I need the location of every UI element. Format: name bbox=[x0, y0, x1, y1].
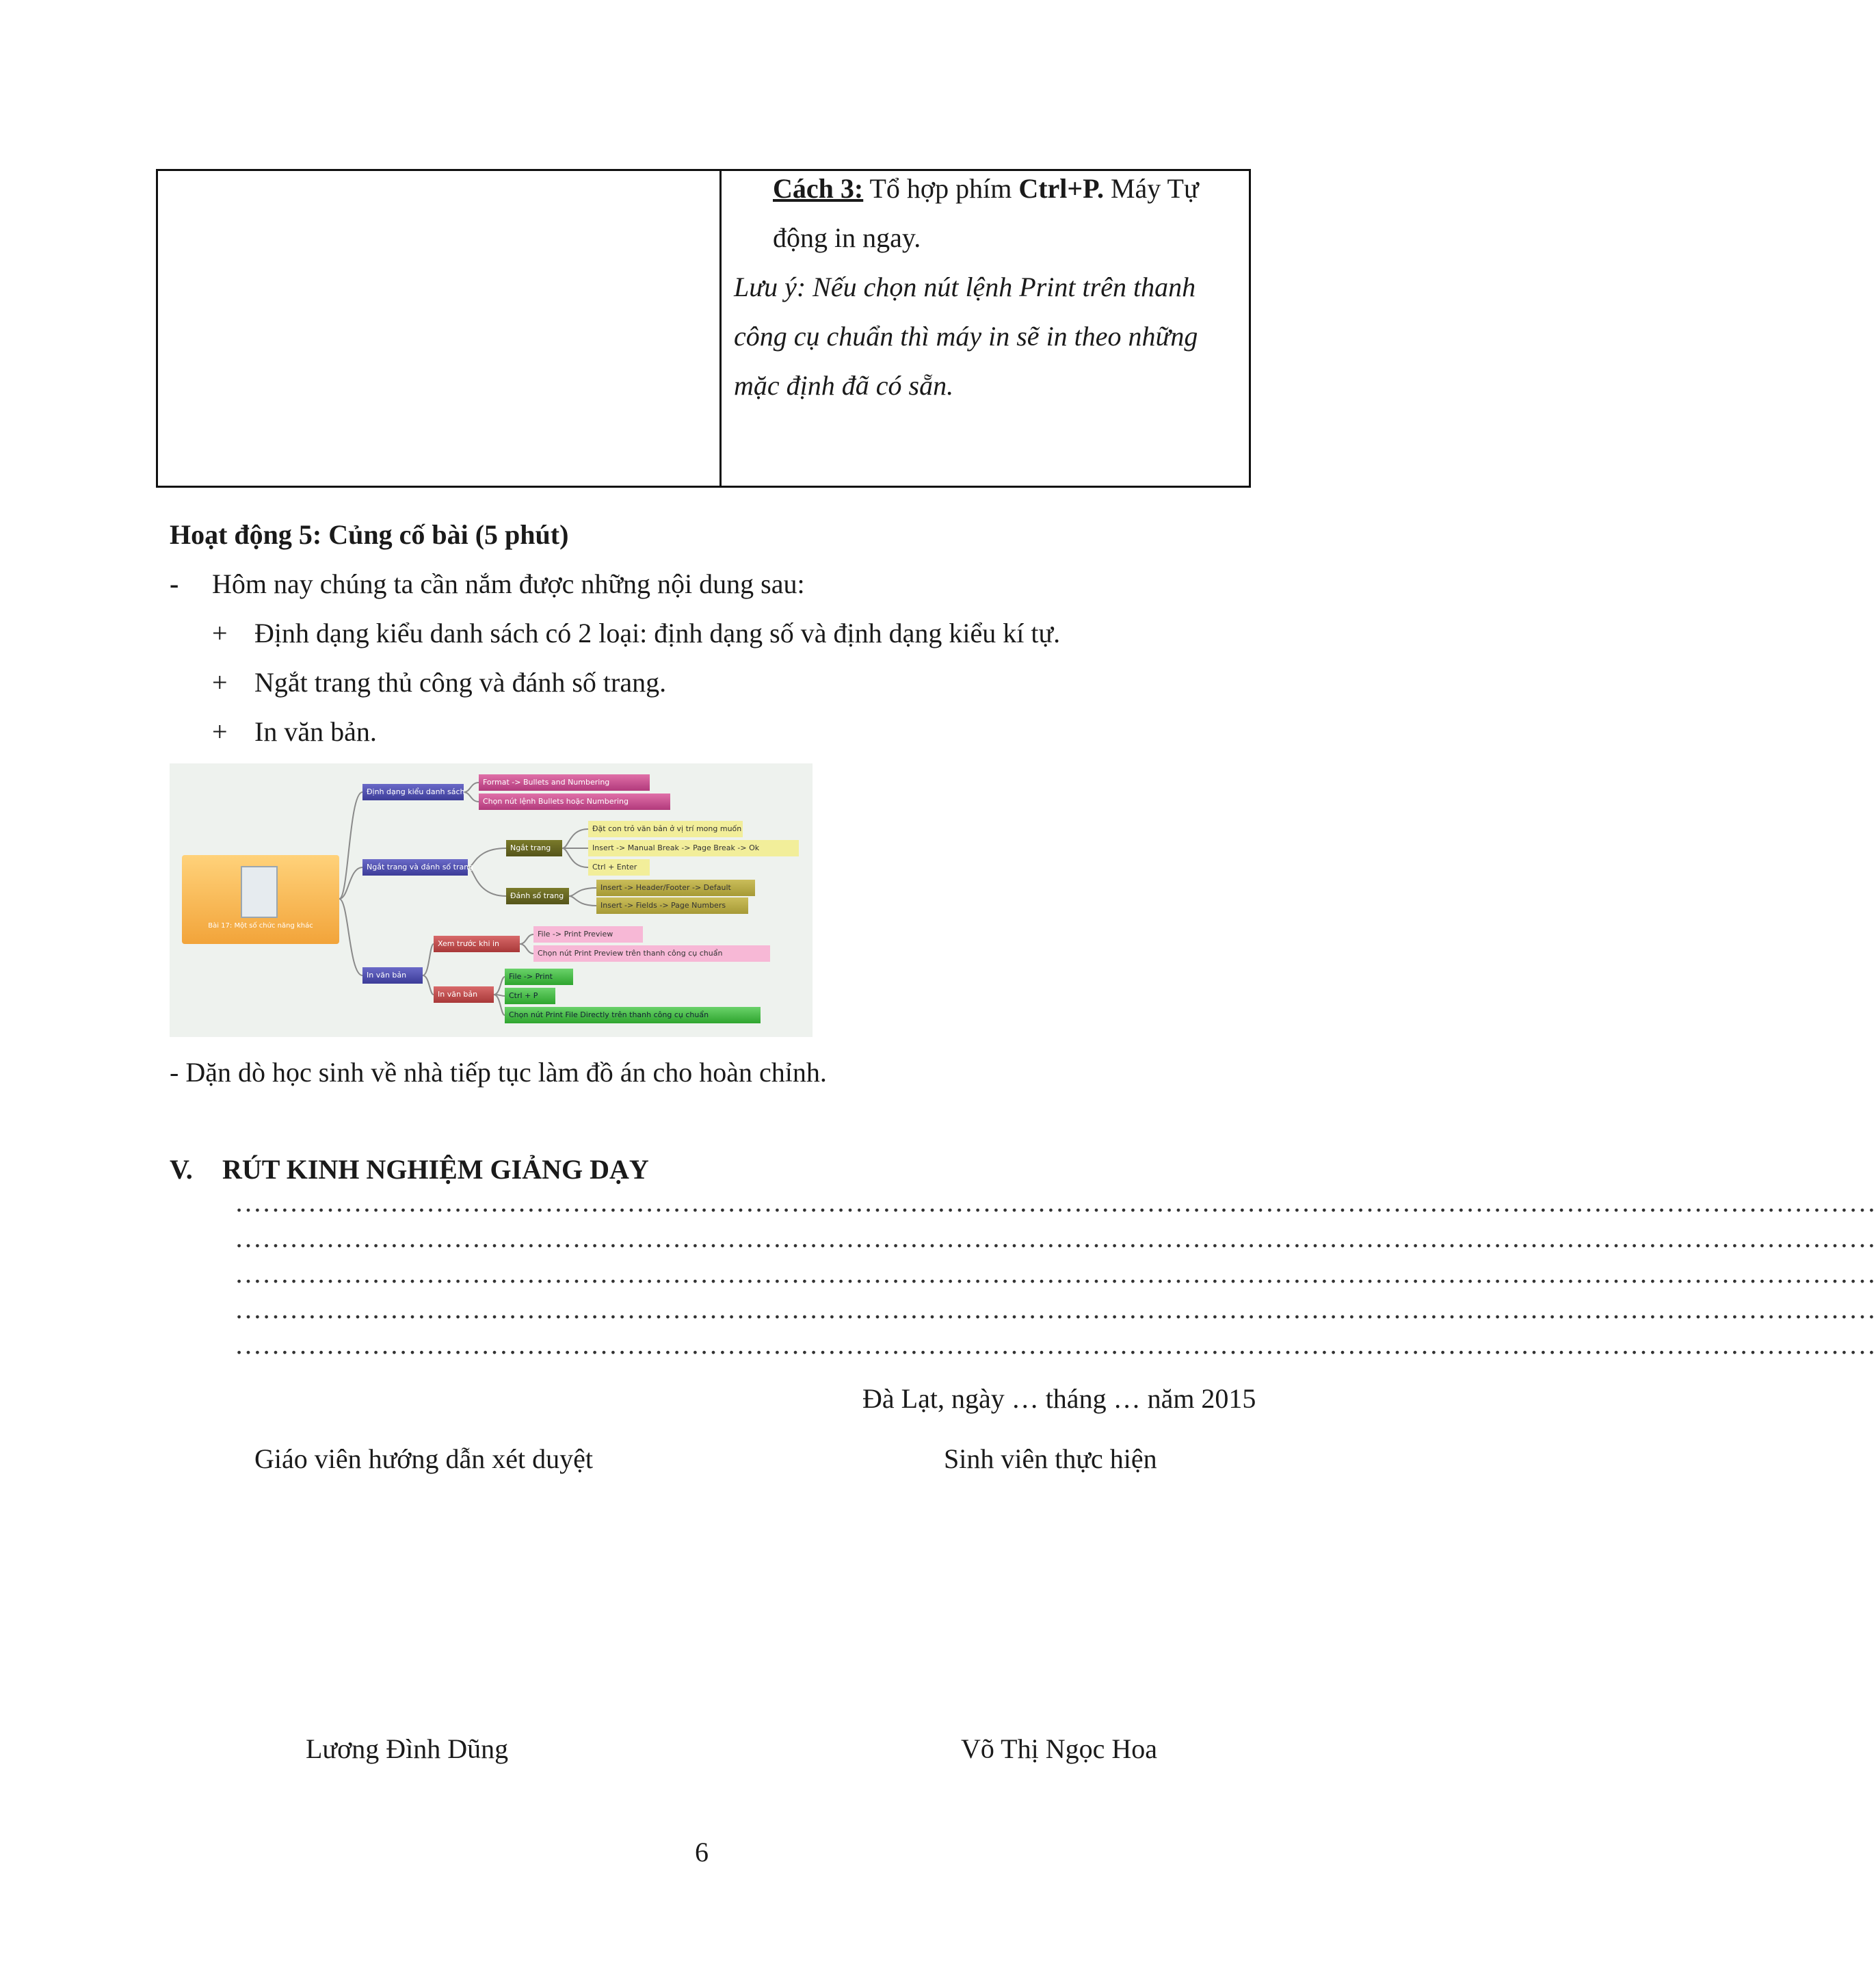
leaf-node: Insert -> Fields -> Page Numbers bbox=[596, 897, 748, 914]
student-role: Sinh viên thực hiện bbox=[944, 1443, 1157, 1474]
leaf-node: Insert -> Header/Footer -> Default bbox=[596, 880, 755, 896]
cach3-line2: động in ngay. bbox=[773, 222, 921, 253]
bullet-text: Định dạng kiểu danh sách có 2 loại: định dạng số và định dạng kiểu kí tự. bbox=[254, 618, 1061, 648]
section-title: RÚT KINH NGHIỆM GIẢNG DẠY bbox=[222, 1154, 649, 1185]
bullet-text: In văn bản. bbox=[254, 716, 377, 747]
bullet-marker: + bbox=[212, 716, 228, 747]
bullet-text: Ngắt trang thủ công và đánh số trang. bbox=[254, 667, 667, 698]
bullet-marker: + bbox=[212, 618, 228, 648]
sub-node-preview: Xem trước khi in bbox=[434, 936, 520, 952]
leaf-node: Insert -> Manual Break -> Page Break -> Ok bbox=[588, 840, 799, 856]
dotted-line: ……………………………………………………………………………………………………………………………………………………………… bbox=[235, 1294, 1876, 1324]
sub-node-print: In văn bản bbox=[434, 986, 494, 1003]
leaf-node: Đặt con trỏ văn bản ở vị trí mong muốn bbox=[588, 821, 743, 837]
cach3-key: Ctrl+P. bbox=[1018, 173, 1104, 204]
activity5-intro: Hôm nay chúng ta cần nắm được những nội dung sau: bbox=[212, 568, 805, 599]
central-node-label: Bài 17: Một số chức năng khác bbox=[208, 922, 313, 930]
reminder-text: - Dặn dò học sinh về nhà tiếp tục làm đồ án cho hoàn chỉnh. bbox=[170, 1057, 827, 1088]
cach3-label: Cách 3: bbox=[773, 173, 864, 204]
sub-node-page-numbering: Đánh số trang bbox=[506, 888, 569, 904]
central-node bbox=[182, 855, 339, 944]
leaf-node: Chọn nút Print Preview trên thanh công cụ chuẩn bbox=[533, 945, 770, 962]
dotted-line: ……………………………………………………………………………………………………………………………………………………………… bbox=[235, 1187, 1876, 1218]
note-line2: công cụ chuẩn thì máy in sẽ in theo những bbox=[734, 321, 1198, 352]
bullet-marker: + bbox=[212, 667, 228, 698]
advisor-role: Giáo viên hướng dẫn xét duyệt bbox=[254, 1443, 593, 1474]
advisor-name: Lương Đình Dũng bbox=[306, 1733, 509, 1764]
branch-page-break: Ngắt trang và đánh số trang bbox=[362, 859, 468, 876]
leaf-node: Ctrl + P bbox=[505, 988, 555, 1004]
mind-map-image bbox=[170, 763, 813, 1037]
student-name: Võ Thị Ngọc Hoa bbox=[961, 1733, 1157, 1764]
date-line: Đà Lạt, ngày … tháng … năm 2015 bbox=[862, 1383, 1256, 1414]
cach3-text: Tổ hợp phím bbox=[863, 173, 1019, 204]
leaf-node: File -> Print Preview bbox=[533, 926, 643, 943]
leaf-node: Ctrl + Enter bbox=[588, 859, 650, 876]
branch-list-format: Định dạng kiểu danh sách bbox=[362, 784, 464, 800]
dotted-line: ……………………………………………………………………………………………………………………………………………………………… bbox=[235, 1222, 1876, 1253]
activity5-heading: Hoạt động 5: Củng cố bài (5 phút) bbox=[170, 519, 569, 550]
section-number: V. bbox=[170, 1154, 193, 1185]
sub-node-page-break: Ngắt trang bbox=[506, 840, 562, 856]
cach3-line bbox=[773, 175, 1199, 202]
dash-marker: - bbox=[170, 568, 179, 599]
note-line3: mặc định đã có sẵn. bbox=[734, 370, 954, 401]
leaf-node: Format -> Bullets and Numbering bbox=[479, 774, 650, 791]
table-divider bbox=[719, 169, 722, 488]
cach3-text-end: Máy Tự bbox=[1103, 173, 1199, 204]
page-number: 6 bbox=[695, 1837, 709, 1867]
leaf-node: Chọn nút lệnh Bullets hoặc Numbering bbox=[479, 793, 670, 810]
note-line1: Lưu ý: Nếu chọn nút lệnh Print trên thanh bbox=[734, 272, 1196, 302]
dotted-line: ……………………………………………………………………………………………………………………………………………………………… bbox=[235, 1258, 1876, 1289]
document-icon bbox=[241, 866, 278, 918]
branch-print: In văn bản bbox=[362, 967, 423, 984]
leaf-node: File -> Print bbox=[505, 969, 573, 985]
leaf-node: Chọn nút Print File Directly trên thanh công cụ chuẩn bbox=[505, 1007, 761, 1023]
dotted-line: ……………………………………………………………………………………………………………………………………………………………… bbox=[235, 1329, 1876, 1360]
